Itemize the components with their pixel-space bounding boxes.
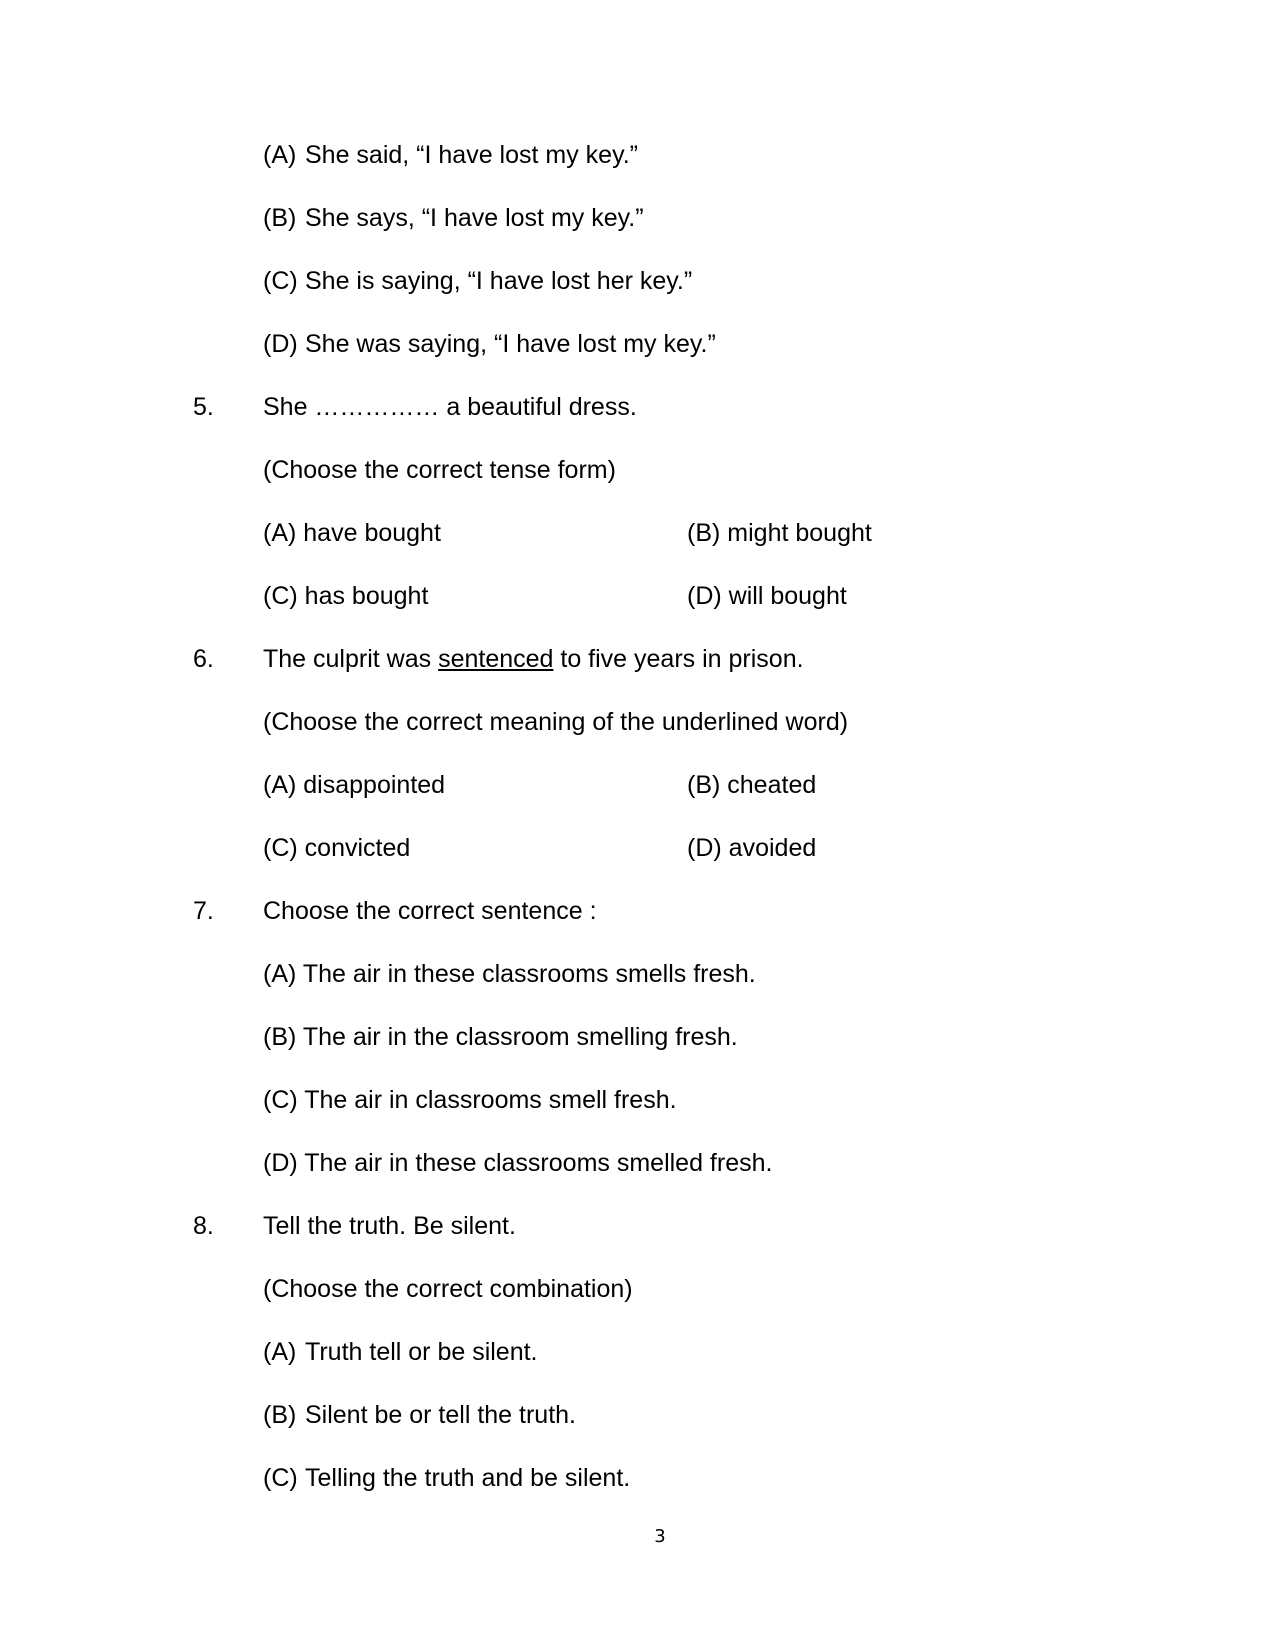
- q8-option-b: (B) Silent be or tell the truth.: [263, 1401, 576, 1429]
- underlined-word: sentenced: [438, 645, 554, 673]
- q8-instruction: (Choose the correct combination): [263, 1275, 633, 1303]
- q6-number: 6.: [193, 645, 214, 673]
- q8-stem: Tell the truth. Be silent.: [263, 1212, 516, 1240]
- q8-option-a: (A) Truth tell or be silent.: [263, 1338, 538, 1366]
- q6-stem: The culprit was sentenced to five years in prison.: [263, 645, 804, 673]
- q7-option-b: (B) The air in the classroom smelling fresh.: [263, 1023, 738, 1051]
- q7-option-c: (C) The air in classrooms smell fresh.: [263, 1086, 677, 1114]
- q5-instruction: (Choose the correct tense form): [263, 456, 616, 484]
- q5-option-d: (D) will bought: [687, 582, 847, 610]
- q4-option-c: (C) She is saying, “I have lost her key.”: [263, 267, 693, 295]
- q5-number: 5.: [193, 393, 214, 421]
- q7-stem: Choose the correct sentence :: [263, 897, 597, 925]
- q7-option-a: (A) The air in these classrooms smells fresh.: [263, 960, 756, 988]
- q6-option-a: (A) disappointed: [263, 771, 446, 799]
- q6-option-b: (B) cheated: [687, 771, 817, 799]
- q5-stem: She …………… a beautiful dress.: [263, 393, 637, 421]
- q7-number: 7.: [193, 897, 214, 925]
- q5-option-b: (B) might bought: [687, 519, 872, 547]
- q4-option-d: (D) She was saying, “I have lost my key.”: [263, 330, 716, 358]
- page-number: 3: [654, 1526, 666, 1547]
- q4-option-b: (B) She says, “I have lost my key.”: [263, 204, 644, 232]
- q4-option-a: (A) She said, “I have lost my key.”: [263, 141, 638, 169]
- q8-number: 8.: [193, 1212, 214, 1240]
- q6-option-c: (C) convicted: [263, 834, 411, 862]
- q6-option-d: (D) avoided: [687, 834, 817, 862]
- q5-option-c: (C) has bought: [263, 582, 429, 610]
- q7-option-d: (D) The air in these classrooms smelled fresh.: [263, 1149, 773, 1177]
- q6-instruction: (Choose the correct meaning of the underlined word): [263, 708, 849, 736]
- q5-option-a: (A) have bought: [263, 519, 441, 547]
- q8-option-c: (C) Telling the truth and be silent.: [263, 1464, 631, 1492]
